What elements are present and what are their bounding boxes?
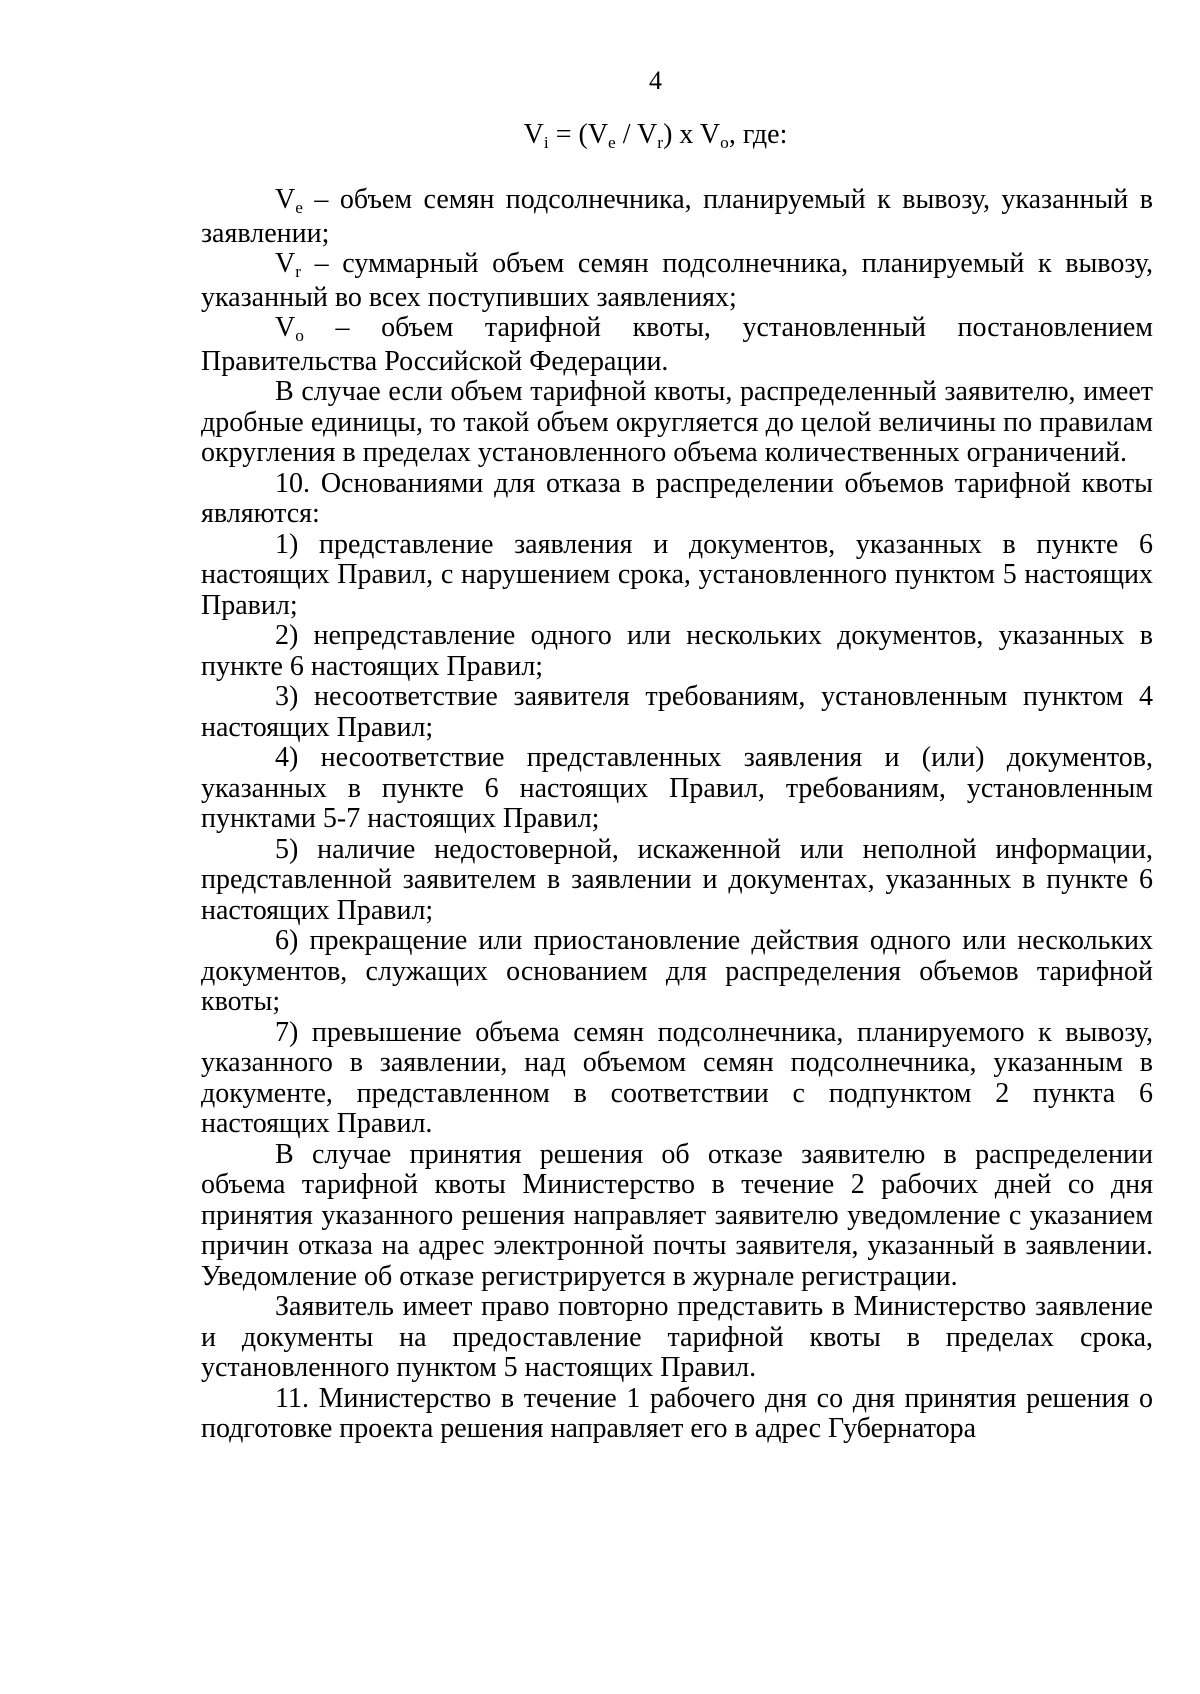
refusal-ground-7: 7) превышение объема семян подсолнечника, планируемого к вывозу, указанного в заявлении, над объемом семян подсолнечника, указанным в документе, представленном в соответствии с подпунктом 2 пункта 6 настоящих Правил. <box>201 1016 1153 1139</box>
refusal-ground-4: 4) несоответствие представленных заявления и (или) документов, указанных в пункте 6 настоящих Правил, требованиям, установленным пунктами 5-7 настоящих Правил; <box>201 742 1153 834</box>
paragraph-11: 11. Министерство в течение 1 рабочего дня со дня принятия решения о подготовке проекта решения направляет его в адрес Губернатора <box>201 1382 1153 1444</box>
document-body <box>201 185 1153 1445</box>
definition-vo: $V_o$ – объем тарифной квоты, установленный постановлением Правительства Российской Федерации. <box>201 312 1153 377</box>
paragraph-rounding: В случае если объем тарифной квоты, распределенный заявителю, имеет дробные единицы, то такой объем округляется до целой величины по правилам округления в пределах установленного объема количественных ограничений. <box>201 376 1153 468</box>
definition-ve: $V_e$ – объем семян подсолнечника, планируемый к вывозу, указанный в заявлении; <box>201 184 1153 249</box>
refusal-ground-3: 3) несоответствие заявителя требованиям, установленным пунктом 4 настоящих Правил; <box>201 681 1153 743</box>
paragraph-resubmission: Заявитель имеет право повторно представить в Министерство заявление и документы на предоставление тарифной квоты в пределах срока, установленного пунктом 5 настоящих Правил. <box>201 1291 1153 1383</box>
paragraph-10-heading: 10. Основаниями для отказа в распределении объемов тарифной квоты являются: <box>201 467 1153 529</box>
refusal-ground-5: 5) наличие недостоверной, искаженной или неполной информации, представленной заявителем в заявлении и документах, указанных в пункте 6 настоящих Правил; <box>201 833 1153 926</box>
definition-vr: $V_r$ – суммарный объем семян подсолнечника, планируемый к вывозу, указанный во всех поступивших заявлениях; <box>201 248 1153 313</box>
quota-formula: $V_i = (V_e / V_r)$ x $V_o$, где: <box>523 119 788 153</box>
refusal-ground-1: 1) представление заявления и документов, указанных в пункте 6 настоящих Правил, с нарушением срока, установленного пунктом 5 настоящих Правил; <box>201 528 1153 621</box>
page-number: 4 <box>649 66 662 95</box>
refusal-ground-6: 6) прекращение или приостановление действия одного или нескольких документов, служащих основанием для распределения объемов тарифной квоты; <box>201 925 1153 1017</box>
paragraph-refusal-notice: В случае принятия решения об отказе заявителю в распределении объема тарифной квоты Министерство в течение 2 рабочих дней со дня принятия указанного решения направляет заявителю уведомление с указанием причин отказа на адрес электронной почты заявителя, указанный в заявлении. Уведомление об отказе регистрируется в журнале регистрации. <box>201 1138 1153 1292</box>
refusal-ground-2: 2) непредставление одного или нескольких документов, указанных в пункте 6 настоящих Правил; <box>201 620 1153 682</box>
